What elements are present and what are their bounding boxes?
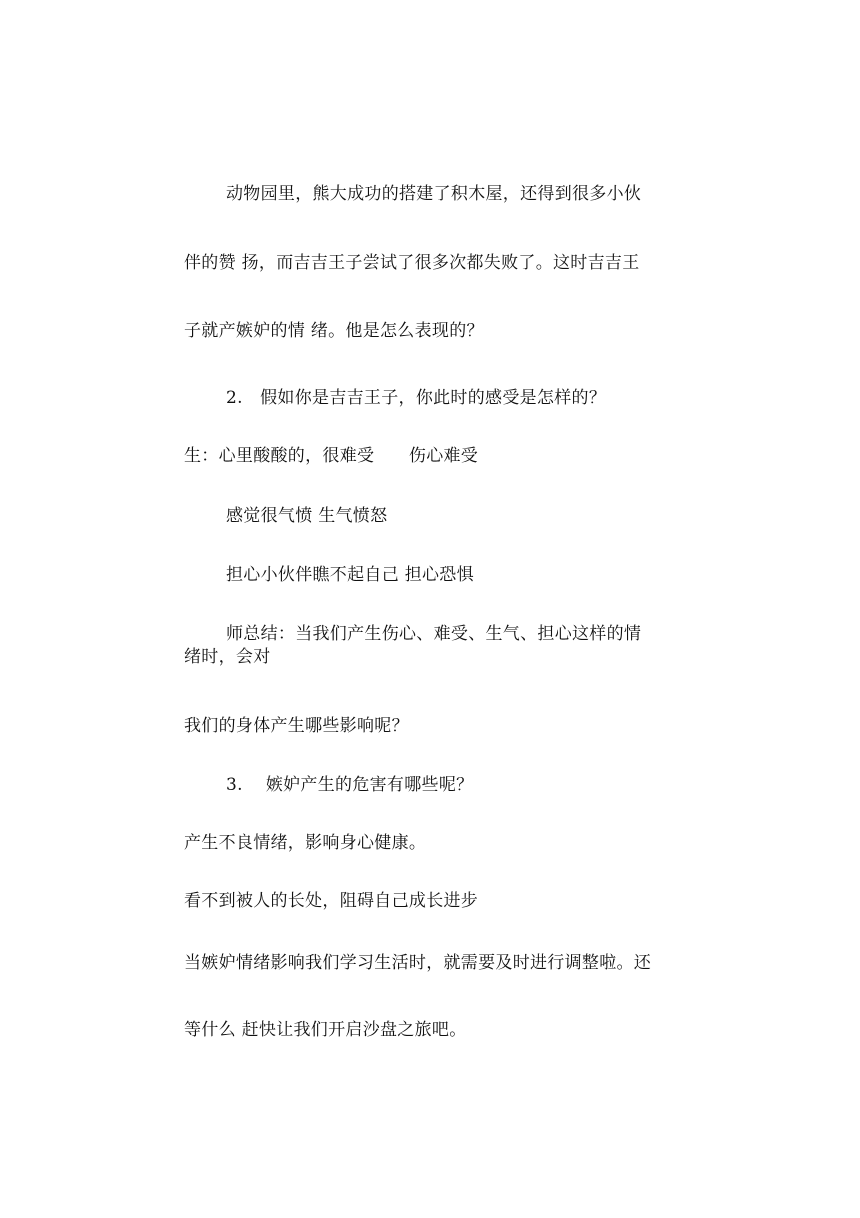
summary-line: 师总结：当我们产生伤心、难受、生气、担心这样的情 bbox=[226, 624, 642, 644]
paragraph-line: 等什么 赶快让我们开启沙盘之旅吧。 bbox=[184, 1020, 467, 1040]
answer-line: 产生不良情绪，影响身心健康。 bbox=[184, 833, 427, 853]
paragraph-line: 当嫉妒情绪影响我们学习生活时，就需要及时进行调整啦。还 bbox=[184, 953, 652, 973]
answer-line: 生：心里酸酸的，很难受 伤心难受 bbox=[184, 446, 479, 466]
summary-line: 绪时，会对 bbox=[184, 647, 271, 667]
answer-line: 感觉很气愤 生气愤怒 bbox=[226, 506, 388, 526]
paragraph-line: 伴的赞 扬，而吉吉王子尝试了很多次都失败了。这时吉吉王 bbox=[184, 253, 640, 273]
answer-line: 看不到被人的长处，阻碍自己成长进步 bbox=[184, 891, 479, 911]
paragraph-line: 子就产嫉妒的情 绪。他是怎么表现的？ bbox=[184, 321, 484, 341]
answer-line: 担心小伙伴瞧不起自己 担心恐惧 bbox=[226, 565, 474, 585]
question-line: 3. 嫉妒产生的危害有哪些呢？ bbox=[226, 775, 474, 795]
question-line: 2. 假如你是吉吉王子，你此时的感受是怎样的？ bbox=[226, 388, 607, 408]
paragraph-line: 我们的身体产生哪些影响呢？ bbox=[184, 716, 409, 736]
paragraph-line: 动物园里，熊大成功的搭建了积木屋，还得到很多小伙 bbox=[226, 184, 642, 204]
